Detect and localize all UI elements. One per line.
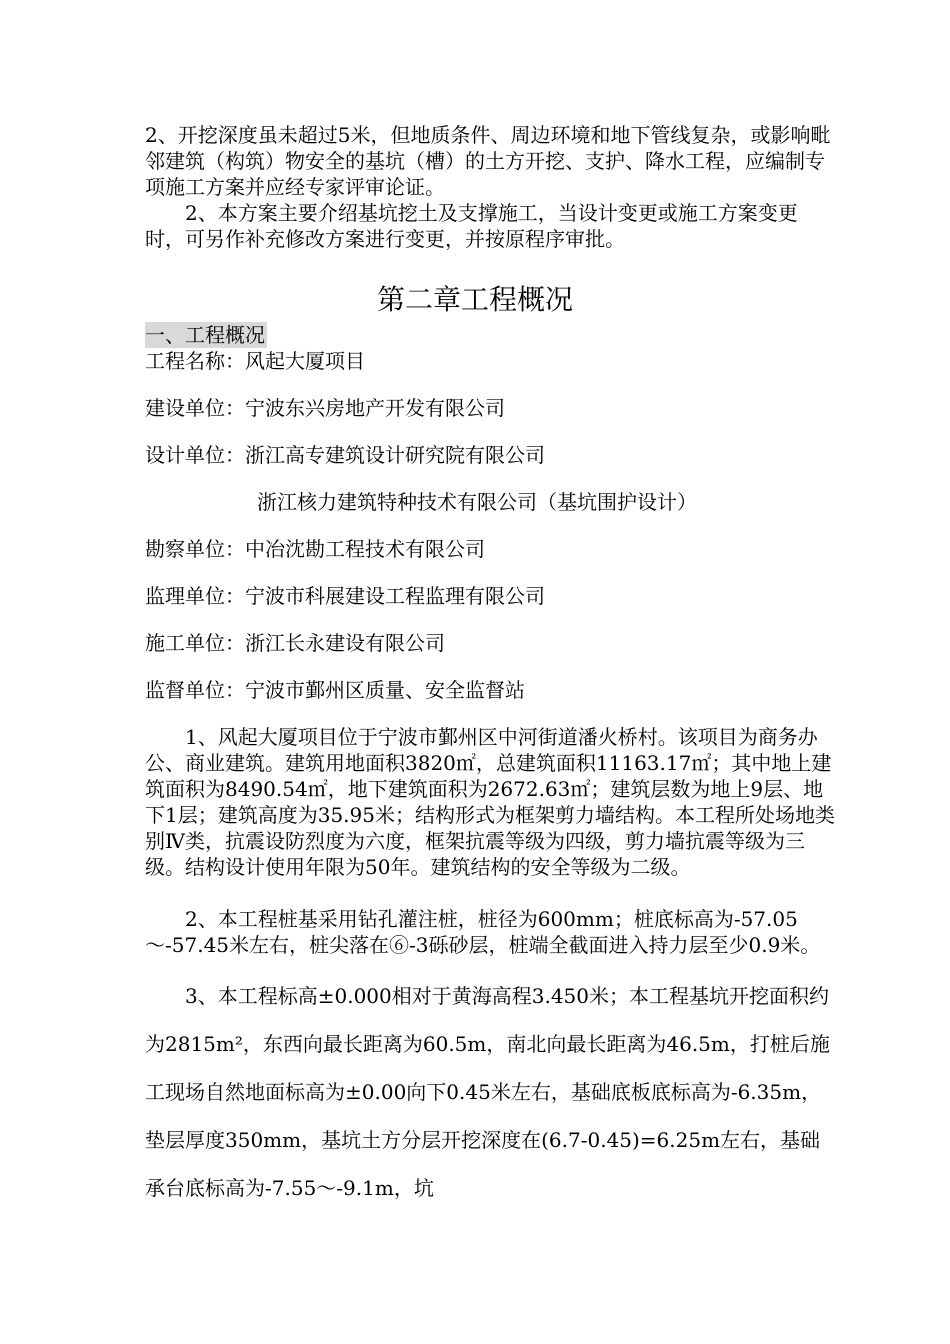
project-name-line: 工程名称：风起大厦项目 bbox=[145, 349, 365, 373]
intro-paragraph-1: 2、开挖深度虽未超过5米，但地质条件、周边环境和地下管线复杂，或影响毗邻建筑（构筑）物安全的基坑（槽）的土方开挖、支护、降水工程，应编制专项施工方案并应经专家评审论证。 bbox=[145, 123, 831, 199]
section-title: 一、工程概况 bbox=[145, 323, 265, 347]
supervisor-line: 监理单位：宁波市科展建设工程监理有限公司 bbox=[145, 584, 545, 608]
body-paragraph-1: 1、风起大厦项目位于宁波市鄞州区中河街道潘火桥村。该项目为商务办公、商业建筑。建筑用地面积3820㎡，总建筑面积11163.17㎡；其中地上建筑面积为8490.54㎡，地下建筑面积为2672.63㎡；建筑层数为地上9层、地下1层；建筑高度为35.95米；结构形式为框架剪力墙结构。本工程所处场地类别Ⅳ类，抗震设防烈度为六度，框架抗震等级为四级，剪力墙抗震等级为三级。结构设计使用年限为50年。建筑结构的安全等级为二级。 bbox=[145, 725, 835, 879]
designer-line: 设计单位：浙江高专建筑设计研究院有限公司 bbox=[145, 443, 545, 467]
chapter-title: 第二章工程概况 bbox=[376, 283, 573, 316]
inspector-line: 监督单位：宁波市鄞州区质量、安全监督站 bbox=[145, 678, 525, 702]
intro-paragraph-2: 2、本方案主要介绍基坑挖土及支撑施工，当设计变更或施工方案变更时，可另作补充修改方案进行变更，并按原程序审批。 bbox=[145, 201, 798, 251]
developer-line: 建设单位：宁波东兴房地产开发有限公司 bbox=[145, 396, 505, 420]
body-paragraph-2: 2、本工程桩基采用钻孔灌注桩，桩径为600mm；桩底标高为-57.05～-57.45米左右，桩尖落在⑥-3砾砂层，桩端全截面进入持力层至少0.9米。 bbox=[145, 907, 821, 957]
designer-line-2: 浙江核力建筑特种技术有限公司（基坑围护设计） bbox=[257, 490, 697, 514]
contractor-line: 施工单位：浙江长永建设有限公司 bbox=[145, 631, 445, 655]
surveyor-line: 勘察单位：中冶沈勘工程技术有限公司 bbox=[145, 537, 485, 561]
body-paragraph-3: 3、本工程标高±0.000相对于黄海高程3.450米；本工程基坑开挖面积约为2815m²，东西向最长距离为60.5m，南北向最长距离为46.5m，打桩后施工现场自然地面标高为±0.00向下0.45米左右，基础底板底标高为-6.35m，垫层厚度350mm，基坑土方分层开挖深度在(6.7-0.45)=6.25m左右，基础承台底标高为-7.55～-9.1m，坑 bbox=[145, 984, 830, 1200]
